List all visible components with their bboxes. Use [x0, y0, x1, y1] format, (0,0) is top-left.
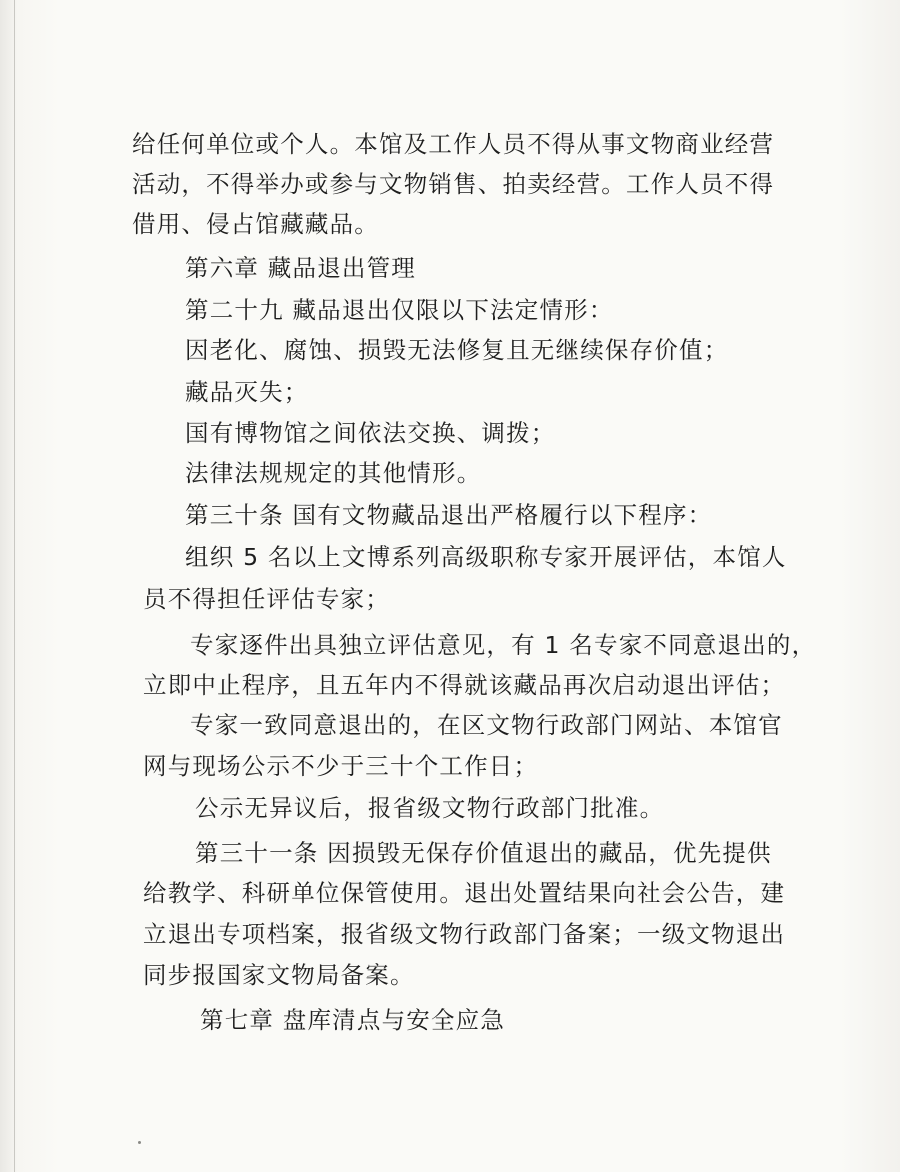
text-line-14: 立即中止程序，且五年内不得就该藏品再次启动退出评估； [143, 671, 786, 699]
text-line-17: 公示无异议后，报省级文物行政部门批准。 [195, 794, 665, 822]
text-line-2: 活动，不得举办或参与文物销售、拍卖经营。工作人员不得 [132, 170, 775, 198]
article-30-heading: 第三十条 国有文物藏品退出严格履行以下程序： [185, 501, 713, 529]
text-line-15: 专家一致同意退出的，在区文物行政部门网站、本馆官 [190, 711, 783, 739]
text-line-11: 组织 5 名以上文博系列高级职称专家开展评估，本馆人 [185, 543, 787, 571]
text-line-21: 同步报国家文物局备案。 [143, 961, 415, 989]
text-line-3: 借用、侵占馆藏藏品。 [132, 210, 379, 238]
text-line-1: 给任何单位或个人。本馆及工作人员不得从事文物商业经营 [132, 130, 775, 158]
chapter-heading-7: 第七章 盘库清点与安全应急 [200, 1006, 506, 1034]
text-line-7: 藏品灭失； [185, 378, 309, 406]
text-line-6: 因老化、腐蚀、损毁无法修复且无继续保存价值； [185, 336, 729, 364]
text-line-16: 网与现场公示不少于三十个工作日； [143, 752, 539, 780]
text-line-20: 立退出专项档案，报省级文物行政部门备案；一级文物退出 [143, 920, 786, 948]
text-line-12: 员不得担任评估专家； [143, 585, 390, 613]
text-line-9: 法律法规规定的其他情形。 [185, 459, 482, 487]
scan-speck [138, 1141, 141, 1144]
text-line-8: 国有博物馆之间依法交换、调拨； [185, 419, 556, 447]
text-line-13: 专家逐件出具独立评估意见，有 1 名专家不同意退出的， [190, 631, 817, 659]
text-line-19: 给教学、科研单位保管使用。退出处置结果向社会公告，建 [143, 879, 786, 907]
article-29-heading: 第二十九 藏品退出仅限以下法定情形： [185, 296, 614, 324]
article-31-heading: 第三十一条 因损毁无保存价值退出的藏品，优先提供 [195, 839, 772, 867]
chapter-heading-6: 第六章 藏品退出管理 [185, 254, 416, 282]
